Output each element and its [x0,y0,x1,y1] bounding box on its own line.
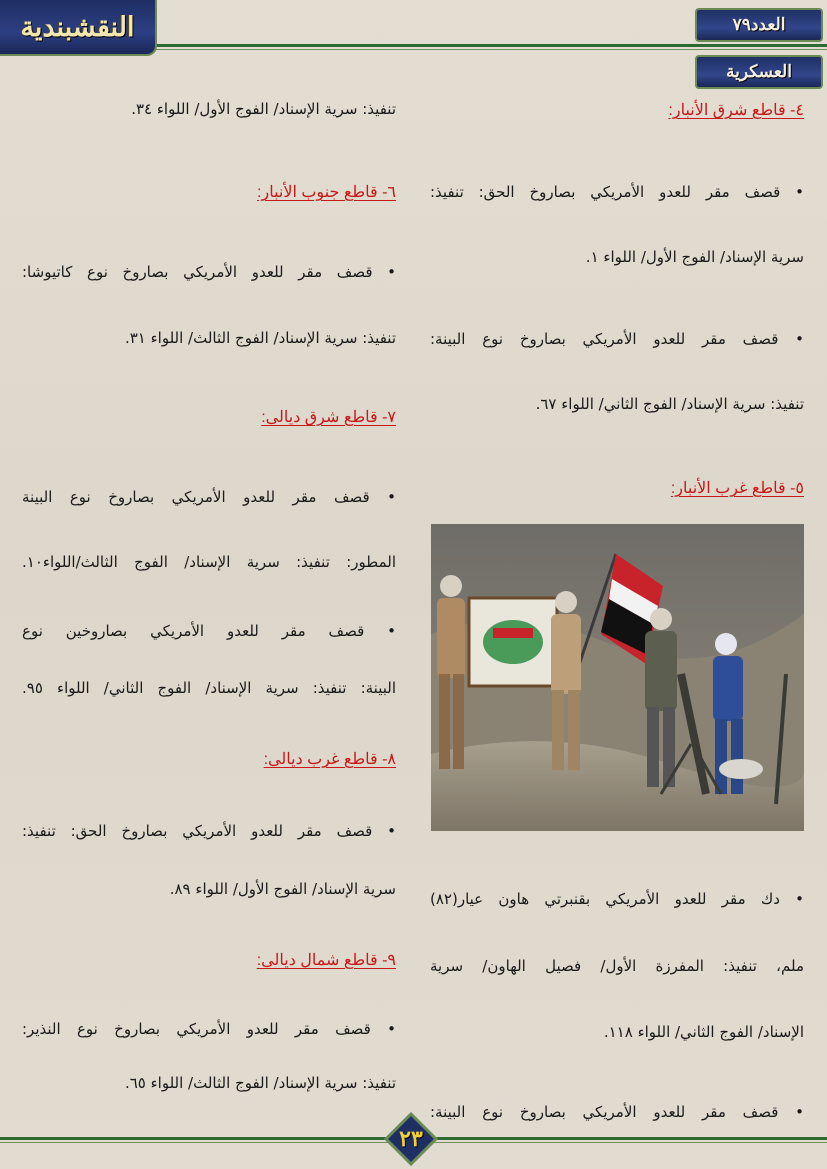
magazine-title: النقشبندية [20,11,135,43]
item-line: البينة: تنفيذ: سرية الإسناد/ الفوج الثاني/ اللواء ٩٥. [22,679,396,697]
heading-south-anbar: ٦- قاطع جنوب الأنبار: [257,184,396,201]
item-line: • قصف مقر للعدو الأمريكي بصاروخ الحق: تنفيذ: [22,822,396,840]
item-line: تنفيذ: سرية الإسناد/ الفوج الثالث/ اللواء ٦٥. [124,1074,396,1092]
item-line: سرية الإسناد/ الفوج الأول/ اللواء ٨٩. [169,880,396,898]
heading-west-diyala: ٨- قاطع غرب ديالى: [263,751,396,768]
magazine-masthead [0,0,157,56]
section-name: العسكرية [726,62,792,82]
item-line: تنفيذ: سرية الإسناد/ الفوج الثالث/ اللواء ٣١. [124,329,396,347]
item-line: الإسناد/ الفوج الثاني/ اللواء ١١٨. [603,1023,804,1041]
fighters-photo [431,524,804,831]
item-line: المطور: تنفيذ: سرية الإسناد/ الفوج الثالث/اللواء١٠. [22,553,396,571]
item-line: ملم، تنفيذ: المفرزة الأول/ فصيل الهاون/ سرية [430,957,804,975]
page-number-badge [384,1112,438,1166]
item-line: تنفيذ: سرية الإسناد/ الفوج الثاني/ اللواء ٦٧. [535,395,804,413]
item-line: • قصف مقر للعدو الأمريكي بصاروخ نوع البينة: [430,330,804,348]
item-line: • قصف مقر للعدو الأمريكي بصاروخ نوع كاتيوشا: [22,263,396,281]
item-line: • قصف مقر للعدو الأمريكي بصاروخين نوع [22,622,396,640]
issue-badge [695,8,823,42]
top-rule-thin [155,49,827,50]
item-line: تنفيذ: سرية الإسناد/ الفوج الأول/ اللواء ٣٤. [131,100,396,118]
item-line: • قصف مقر للعدو الأمريكي بصاروخ نوع البينة [22,488,396,506]
heading-north-diyala: ٩- قاطع شمال ديالى: [256,952,396,969]
item-line: • قصف مقر للعدو الأمريكي بصاروخ نوع النذير: [22,1020,396,1038]
item-line: • دك مقر للعدو الأمريكي بقنبرتي هاون عيار(٨٢) [430,890,804,908]
section-badge [695,55,823,89]
item-line: سرية الإسناد/ الفوج الأول/ اللواء ١. [585,248,804,266]
item-line: • قصف مقر للعدو الأمريكي بصاروخ الحق: تنفيذ: [430,183,804,201]
item-line: • قصف مقر للعدو الأمريكي بصاروخ نوع البينة: [430,1103,804,1121]
photo-illustration [431,524,804,831]
heading-east-diyala: ٧- قاطع شرق ديالى: [261,409,396,426]
heading-west-anbar: ٥- قاطع غرب الأنبار: [670,480,804,497]
page-number: ٢٣ [399,1126,423,1152]
heading-east-anbar: ٤- قاطع شرق الأنبار: [668,102,804,119]
issue-number: العدد٧٩ [732,15,786,35]
